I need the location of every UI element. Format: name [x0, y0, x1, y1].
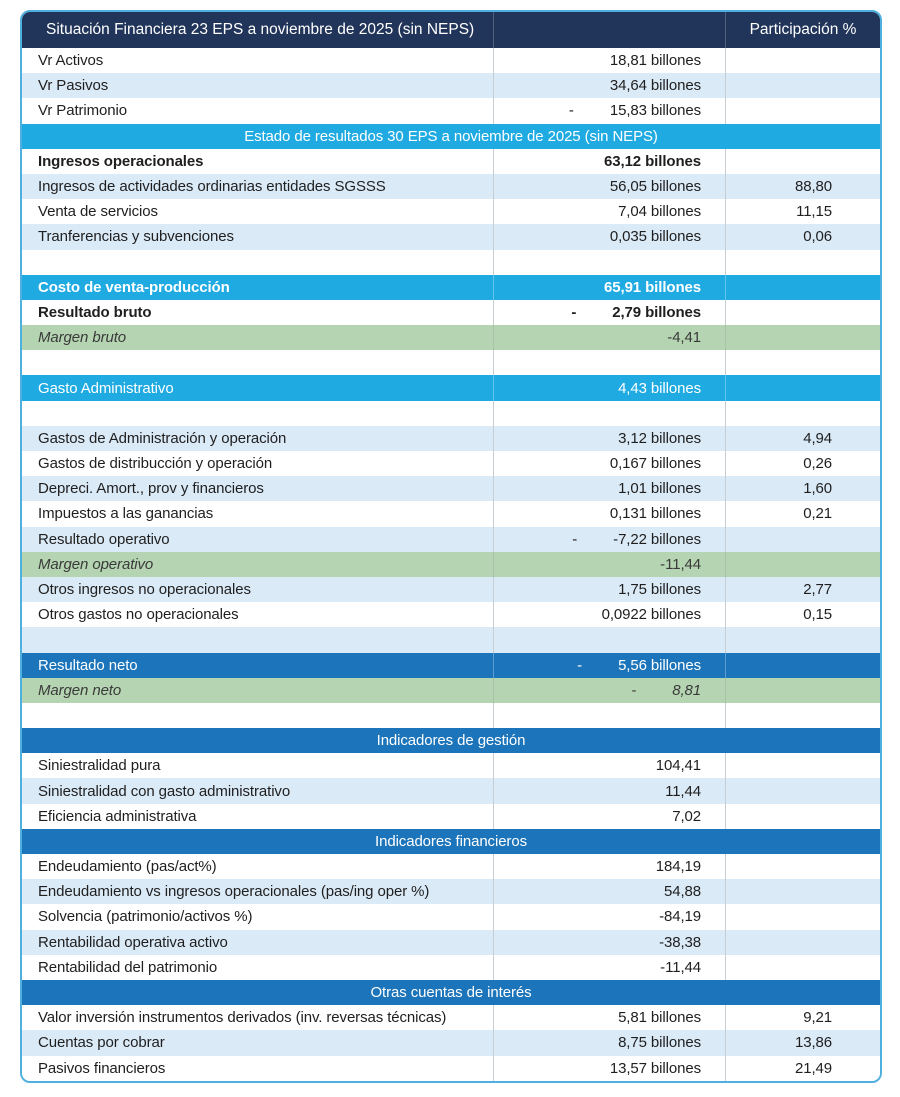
- table-title: Situación Financiera 23 EPS a noviembre de 2025 (sin NEPS): [46, 21, 475, 38]
- section-header-cell: [22, 124, 880, 149]
- row-value: 5,56 billones: [618, 656, 701, 674]
- row-pct-cell: [725, 1056, 880, 1081]
- row-label: Resultado operativo: [38, 530, 170, 548]
- row-value-cell: [493, 930, 725, 955]
- table-row: [22, 275, 880, 300]
- row-value: -11,44: [660, 958, 701, 976]
- row-value-cell: [493, 300, 725, 325]
- row-label-cell: [22, 930, 493, 955]
- row-pct-cell: [725, 778, 880, 803]
- table-row: [22, 501, 880, 526]
- row-pct-cell: [725, 653, 880, 678]
- section-header-label: Otras cuentas de interés: [370, 984, 532, 1002]
- row-value: 2,79 billones: [612, 303, 701, 321]
- row-pct-cell: [725, 879, 880, 904]
- row-label-cell: [22, 552, 493, 577]
- row-label-cell: [22, 1030, 493, 1055]
- table-row: [22, 627, 880, 652]
- table-row: [22, 149, 880, 174]
- row-pct-cell: [725, 476, 880, 501]
- row-label: Rentabilidad operativa activo: [38, 933, 228, 951]
- row-label-cell: [22, 350, 493, 375]
- row-pct: 0,21: [803, 505, 832, 523]
- row-pct-cell: [725, 804, 880, 829]
- row-pct-cell: [725, 955, 880, 980]
- row-label: Endeudamiento vs ingresos operacionales (pas/ing oper %): [38, 883, 430, 901]
- participation-column-header: Participación %: [749, 21, 857, 38]
- table-row: [22, 1056, 880, 1081]
- row-label-cell: [22, 98, 493, 123]
- row-pct: 21,49: [794, 1059, 832, 1077]
- row-label: Pasivos financieros: [38, 1059, 166, 1077]
- table-row: [22, 451, 880, 476]
- table-row: [22, 300, 880, 325]
- row-pct-cell: [725, 527, 880, 552]
- row-value-cell: [493, 199, 725, 224]
- row-value: 5,81 billones: [618, 1009, 701, 1027]
- row-pct-cell: [725, 325, 880, 350]
- row-pct-cell: [725, 224, 880, 249]
- row-label-cell: [22, 501, 493, 526]
- neg-dash: -: [577, 656, 583, 674]
- row-pct-cell: [725, 250, 880, 275]
- table-row: [22, 854, 880, 879]
- table-row: [22, 476, 880, 501]
- table-row: [22, 904, 880, 929]
- section-header-label: Estado de resultados 30 EPS a noviembre de 2025 (sin NEPS): [244, 127, 658, 145]
- row-value: 0,035 billones: [609, 228, 701, 246]
- row-value-cell: [493, 174, 725, 199]
- row-value: 3,12 billones: [618, 429, 701, 447]
- row-pct-cell: [725, 627, 880, 652]
- section-header-cell: [22, 980, 880, 1005]
- row-pct-cell: [725, 300, 880, 325]
- row-value-cell: [493, 653, 725, 678]
- table-body: [22, 48, 880, 1081]
- row-value: 1,01 billones: [618, 480, 701, 498]
- row-label-cell: [22, 73, 493, 98]
- row-label-cell: [22, 678, 493, 703]
- row-value: 63,12 billones: [604, 152, 701, 170]
- section-header-cell: [22, 728, 880, 753]
- row-value: 13,57 billones: [609, 1059, 701, 1077]
- row-label: Gasto Administrativo: [38, 379, 174, 397]
- row-label-cell: [22, 48, 493, 73]
- participation-column-header-cell: [725, 12, 880, 48]
- row-label-cell: [22, 602, 493, 627]
- row-label-cell: [22, 224, 493, 249]
- row-value: 54,88: [663, 883, 701, 901]
- row-pct-cell: [725, 1030, 880, 1055]
- row-value-cell: [493, 904, 725, 929]
- row-value: 34,64 billones: [609, 77, 701, 95]
- row-label: Otros gastos no operacionales: [38, 606, 239, 624]
- row-value-cell: [493, 1005, 725, 1030]
- section-header-row: [22, 829, 880, 854]
- table-row: [22, 804, 880, 829]
- row-label: Solvencia (patrimonio/activos %): [38, 908, 253, 926]
- row-pct-cell: [725, 375, 880, 400]
- section-header-label: Indicadores de gestión: [376, 732, 526, 750]
- row-value: 0,167 billones: [609, 455, 701, 473]
- row-label: Ingresos de actividades ordinarias entidades SGSSS: [38, 178, 386, 196]
- row-value: 15,83 billones: [609, 102, 701, 120]
- row-label: Margen bruto: [38, 329, 127, 347]
- table-row: [22, 401, 880, 426]
- row-label-cell: [22, 854, 493, 879]
- row-label-cell: [22, 199, 493, 224]
- row-value: -38,38: [659, 933, 701, 951]
- row-pct: 1,60: [803, 480, 832, 498]
- table-title-cell: [22, 12, 493, 48]
- table-header-row: [22, 12, 880, 48]
- row-value-cell: [493, 1030, 725, 1055]
- row-value-cell: [493, 955, 725, 980]
- row-value: 1,75 billones: [618, 581, 701, 599]
- table-row: [22, 703, 880, 728]
- row-value-cell: [493, 98, 725, 123]
- row-pct: 0,06: [803, 228, 832, 246]
- row-label: Depreci. Amort., prov y financieros: [38, 480, 264, 498]
- row-value: 4,43 billones: [618, 379, 701, 397]
- row-value-cell: [493, 149, 725, 174]
- row-value-cell: [493, 577, 725, 602]
- row-pct-cell: [725, 98, 880, 123]
- row-label: Vr Patrimonio: [38, 102, 128, 120]
- row-value-cell: [493, 703, 725, 728]
- row-label: Costo de venta-producción: [38, 278, 230, 296]
- row-label: Endeudamiento (pas/act%): [38, 858, 217, 876]
- row-label-cell: [22, 804, 493, 829]
- row-label-cell: [22, 401, 493, 426]
- row-pct-cell: [725, 577, 880, 602]
- row-label-cell: [22, 275, 493, 300]
- row-value-cell: [493, 451, 725, 476]
- row-value-cell: [493, 350, 725, 375]
- row-value-cell: [493, 602, 725, 627]
- row-value: 0,131 billones: [609, 505, 701, 523]
- table-row: [22, 224, 880, 249]
- table-row: [22, 879, 880, 904]
- row-pct-cell: [725, 174, 880, 199]
- row-label: Venta de servicios: [38, 203, 158, 221]
- row-value-cell: [493, 627, 725, 652]
- row-value-cell: [493, 250, 725, 275]
- row-value: 7,04 billones: [618, 203, 701, 221]
- row-label: Siniestralidad pura: [38, 757, 161, 775]
- row-pct: 11,15: [796, 203, 832, 221]
- row-label-cell: [22, 904, 493, 929]
- row-label-cell: [22, 476, 493, 501]
- table-row: [22, 653, 880, 678]
- row-pct: 9,21: [803, 1009, 832, 1027]
- row-pct: 4,94: [803, 429, 832, 447]
- row-label: Cuentas por cobrar: [38, 1034, 165, 1052]
- row-pct-cell: [725, 426, 880, 451]
- row-label: Impuestos a las ganancias: [38, 505, 214, 523]
- row-label: Eficiencia administrativa: [38, 807, 197, 825]
- table-row: [22, 250, 880, 275]
- row-label-cell: [22, 375, 493, 400]
- row-value: -7,22 billones: [613, 530, 701, 548]
- row-label: Margen operativo: [38, 555, 154, 573]
- row-label: Rentabilidad del patrimonio: [38, 958, 218, 976]
- table-row: [22, 552, 880, 577]
- table-row: [22, 98, 880, 123]
- row-value-cell: [493, 73, 725, 98]
- table-row: [22, 48, 880, 73]
- row-pct-cell: [725, 73, 880, 98]
- row-pct-cell: [725, 199, 880, 224]
- neg-dash: -: [572, 530, 578, 548]
- row-value-cell: [493, 501, 725, 526]
- row-value-cell: [493, 375, 725, 400]
- row-pct-cell: [725, 401, 880, 426]
- table-row: [22, 199, 880, 224]
- row-pct-cell: [725, 451, 880, 476]
- table-row: [22, 73, 880, 98]
- row-label-cell: [22, 451, 493, 476]
- table-row: [22, 955, 880, 980]
- row-value: 0,0922 billones: [601, 606, 701, 624]
- row-label-cell: [22, 703, 493, 728]
- table-row: [22, 602, 880, 627]
- row-value-cell: [493, 224, 725, 249]
- row-label-cell: [22, 426, 493, 451]
- table-row: [22, 678, 880, 703]
- table-row: [22, 778, 880, 803]
- section-header-cell: [22, 829, 880, 854]
- row-label-cell: [22, 577, 493, 602]
- row-value-cell: [493, 48, 725, 73]
- row-label-cell: [22, 653, 493, 678]
- table-row: [22, 930, 880, 955]
- row-value-cell: [493, 678, 725, 703]
- row-pct-cell: [725, 753, 880, 778]
- row-label: Vr Pasivos: [38, 77, 109, 95]
- row-value-cell: [493, 753, 725, 778]
- row-pct: 0,26: [803, 455, 832, 473]
- row-label: Gastos de distribucción y operación: [38, 455, 273, 473]
- row-pct-cell: [725, 703, 880, 728]
- row-value: 184,19: [655, 858, 701, 876]
- row-value: 104,41: [655, 757, 701, 775]
- row-pct: 88,80: [794, 178, 832, 196]
- neg-dash: -: [571, 303, 577, 321]
- row-label-cell: [22, 174, 493, 199]
- row-pct: 13,86: [794, 1034, 832, 1052]
- row-value: -84,19: [659, 908, 701, 926]
- row-pct-cell: [725, 501, 880, 526]
- row-value-cell: [493, 275, 725, 300]
- row-pct: 0,15: [803, 606, 832, 624]
- row-label: Vr Activos: [38, 52, 104, 70]
- table-row: [22, 325, 880, 350]
- section-header-row: [22, 124, 880, 149]
- row-value-cell: [493, 401, 725, 426]
- row-value-cell: [493, 854, 725, 879]
- row-pct-cell: [725, 904, 880, 929]
- row-value: 18,81 billones: [609, 52, 701, 70]
- row-label: Siniestralidad con gasto administrativo: [38, 782, 291, 800]
- row-pct-cell: [725, 1005, 880, 1030]
- row-label-cell: [22, 879, 493, 904]
- row-label-cell: [22, 149, 493, 174]
- row-pct-cell: [725, 149, 880, 174]
- row-value-cell: [493, 552, 725, 577]
- table-row: [22, 1030, 880, 1055]
- header-value-cell: [493, 12, 725, 48]
- row-pct: 2,77: [803, 581, 832, 599]
- row-label-cell: [22, 753, 493, 778]
- row-value-cell: [493, 804, 725, 829]
- row-value: 11,44: [665, 782, 701, 800]
- section-header-label: Indicadores financieros: [375, 832, 527, 850]
- row-pct-cell: [725, 275, 880, 300]
- row-pct-cell: [725, 930, 880, 955]
- table-row: [22, 350, 880, 375]
- table-row: [22, 753, 880, 778]
- table-row: [22, 1005, 880, 1030]
- row-label: Margen neto: [38, 681, 122, 699]
- neg-dash: -: [631, 681, 637, 699]
- table-row: [22, 174, 880, 199]
- table-row: [22, 375, 880, 400]
- row-value: 7,02: [672, 807, 701, 825]
- row-label-cell: [22, 1005, 493, 1030]
- row-value-cell: [493, 476, 725, 501]
- row-value-cell: [493, 426, 725, 451]
- row-pct-cell: [725, 48, 880, 73]
- row-value: 65,91 billones: [604, 278, 701, 296]
- row-value-cell: [493, 879, 725, 904]
- row-label: Tranferencias y subvenciones: [38, 228, 234, 246]
- neg-dash: -: [568, 102, 574, 120]
- row-value: 8,75 billones: [618, 1034, 701, 1052]
- row-label-cell: [22, 527, 493, 552]
- row-label: Resultado neto: [38, 656, 138, 674]
- row-value-cell: [493, 1056, 725, 1081]
- row-label: Ingresos operacionales: [38, 152, 204, 170]
- row-label: Gastos de Administración y operación: [38, 429, 287, 447]
- section-header-row: [22, 728, 880, 753]
- row-value: -4,41: [667, 329, 701, 347]
- table-row: [22, 577, 880, 602]
- row-value: -11,44: [660, 555, 701, 573]
- row-label-cell: [22, 325, 493, 350]
- financial-table: [20, 10, 882, 1083]
- table-row: [22, 426, 880, 451]
- row-value-cell: [493, 325, 725, 350]
- row-pct-cell: [725, 552, 880, 577]
- row-label-cell: [22, 250, 493, 275]
- row-value-cell: [493, 527, 725, 552]
- row-pct-cell: [725, 678, 880, 703]
- row-label-cell: [22, 1056, 493, 1081]
- row-pct-cell: [725, 350, 880, 375]
- row-label-cell: [22, 300, 493, 325]
- row-label: Otros ingresos no operacionales: [38, 581, 251, 599]
- row-label: Resultado bruto: [38, 303, 152, 321]
- row-pct-cell: [725, 602, 880, 627]
- row-value-cell: [493, 778, 725, 803]
- row-label-cell: [22, 627, 493, 652]
- row-value: 56,05 billones: [609, 178, 701, 196]
- row-pct-cell: [725, 854, 880, 879]
- row-label-cell: [22, 778, 493, 803]
- row-label: Valor inversión instrumentos derivados (inv. reversas técnicas): [38, 1009, 447, 1027]
- row-label-cell: [22, 955, 493, 980]
- section-header-row: [22, 980, 880, 1005]
- row-value: 8,81: [672, 681, 701, 699]
- table-row: [22, 527, 880, 552]
